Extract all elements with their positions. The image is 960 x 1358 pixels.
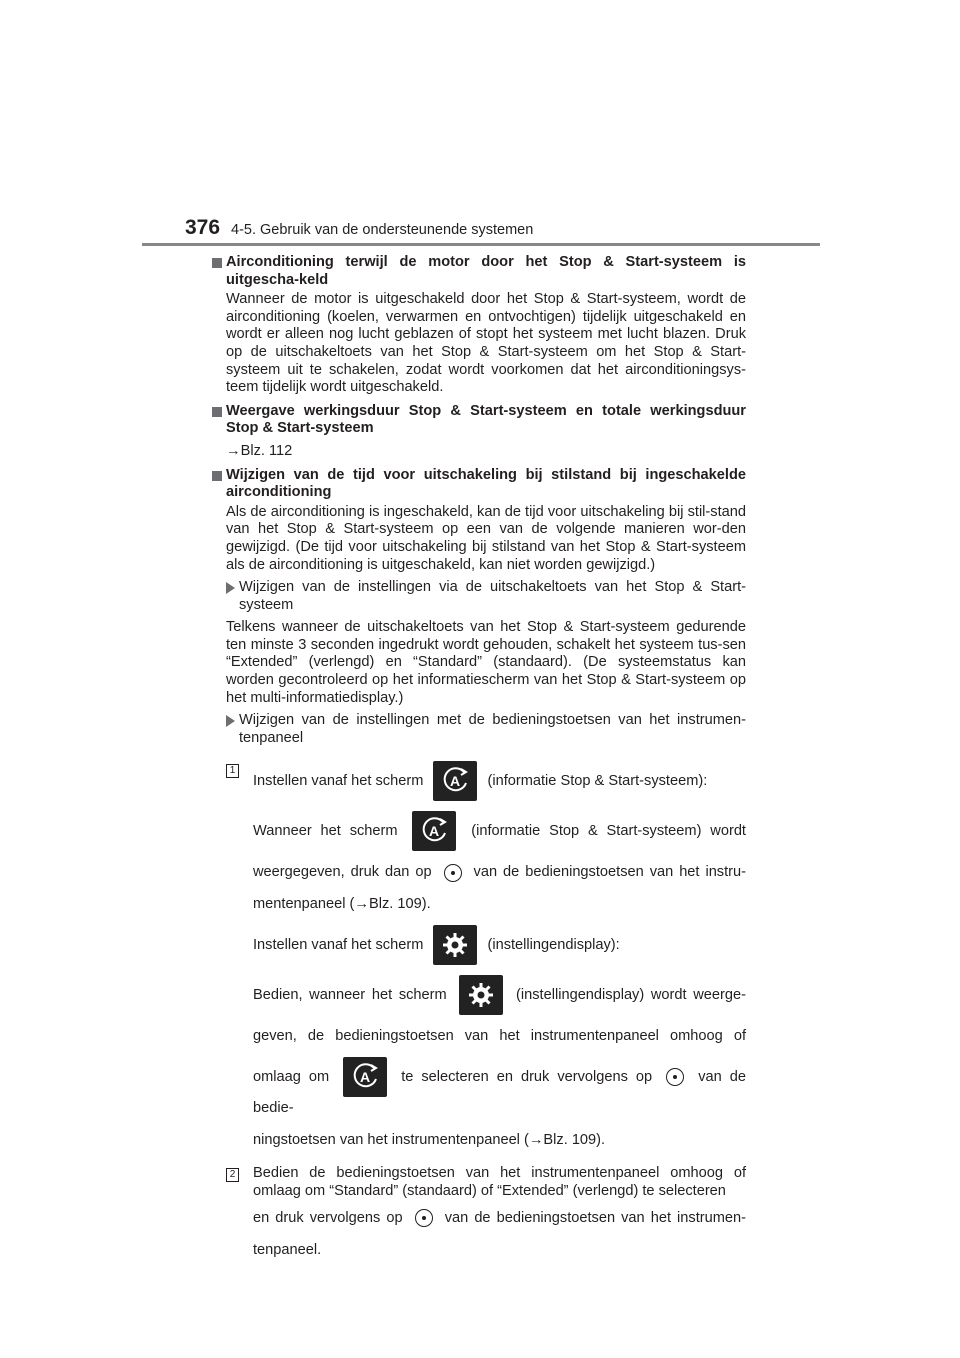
step-2: 2 Bedien de bedieningstoetsen van het instrumentenpaneel omhoog of omlaag om “Standard” (standaard) of “Extended” (verlengd) te selecteren en druk vervolgens op van de bedieningstoetsen van het instrumen- tenpaneel. xyxy=(226,1165,746,1270)
settings-gear-icon xyxy=(459,975,503,1015)
triangle-bullet-icon xyxy=(226,582,235,594)
paragraph: Als de airconditioning is ingeschakeld, kan de tijd voor uitschakeling bij stil-stand van het Stop & Start-systeem op een van de volgende manieren wor-den gewijzigd. (De tijd voor uitschakeling bij stilstand van het Stop & Start-systeem als de airconditioning is uitgeschakeld, kan niet worden gewijzigd.) xyxy=(226,503,746,573)
bullet-item: Wijzigen van de instellingen met de bedieningstoetsen van het instrumen-tenpaneel xyxy=(226,712,746,747)
step-number: 1 xyxy=(226,764,239,778)
ok-button-icon xyxy=(666,1068,684,1086)
section-change-time xyxy=(212,467,746,1271)
svg-text:A: A xyxy=(360,1069,371,1086)
step-1: 1 Instellen vanaf het scherm A (informatie Stop & Start-systeem): Wanneer het scherm A (informatie Stop & Start-systeem) wordt weergegeven, druk dan op van de bedieningstoetsen van het instru- mentenpaneel (→Blz. 109). Instellen vanaf het scherm (instellingendisplay): Bedien, wanneer het scherm (instellingendisplay) wordt weerge- geven, de bedieningstoetsen van het instrumentenpaneel omhoog of omlaag om A te selecteren en druk vervolgens op van de bedie- ningstoetsen van het instrumentenpaneel (→Blz. 109). xyxy=(226,761,746,1161)
paragraph: Telkens wanneer de uitschakeltoets van het Stop & Start-systeem gedurende ten minste 3 seconden ingedrukt wordt gehouden, schakelt het systeem tus-sen “Extended” (verlengd) en “Standard” (standaard). (De systeemstatus kan worden gecontroleerd op het informatiescherm van het Stop & Start-systeem op het multi-informatiedisplay.) xyxy=(226,619,746,706)
stop-start-info-icon xyxy=(343,1057,387,1097)
square-bullet-icon xyxy=(212,407,222,417)
header-rule xyxy=(142,243,820,246)
settings-gear-icon xyxy=(433,925,477,965)
section-aircon-stop-start xyxy=(212,254,746,397)
svg-text:A: A xyxy=(429,823,440,840)
square-bullet-icon xyxy=(212,258,222,268)
section-heading: Wijzigen van de tijd voor uitschakeling bij stilstand bij ingeschakelde airconditioning xyxy=(226,466,746,501)
page-number: 376 xyxy=(185,216,221,239)
paragraph: Wanneer de motor is uitgeschakeld door het Stop & Start-systeem, wordt de airconditioning (koelen, verwarmen en ontvochtigen) tijdelijk uitgeschakeld en wordt er alleen nog lucht geblazen of stopt het systeem met lucht blazen. Druk op de uitschakeltoets van het Stop & Start-systeem om het Stop & Start-systeem uit te schakelen, zodat wordt voorkomen dat het airconditioningsys-teem tijdelijk wordt uitgeschakeld. xyxy=(226,291,746,396)
triangle-bullet-icon xyxy=(226,715,235,727)
square-bullet-icon xyxy=(212,471,222,481)
section-display-duration xyxy=(212,403,746,461)
section-heading: Weergave werkingsduur Stop & Start-systeem en totale werkingsduur Stop & Start-systeem xyxy=(226,402,746,437)
stop-start-info-icon xyxy=(433,761,477,801)
section-title: 4-5. Gebruik van de ondersteunende systemen xyxy=(231,222,534,238)
page-content xyxy=(212,254,746,1277)
ok-button-icon xyxy=(444,864,462,882)
page-header xyxy=(185,216,820,246)
svg-text:A: A xyxy=(450,773,461,790)
page-reference: →Blz. 112 xyxy=(226,442,293,459)
ok-button-icon xyxy=(415,1209,433,1227)
bullet-item: Wijzigen van de instellingen via de uitschakeltoets van het Stop & Start-systeem xyxy=(226,579,746,614)
stop-start-info-icon xyxy=(412,811,456,851)
step-number: 2 xyxy=(226,1168,239,1182)
section-heading: Airconditioning terwijl de motor door het Stop & Start-systeem is uitgescha-keld xyxy=(226,254,746,288)
